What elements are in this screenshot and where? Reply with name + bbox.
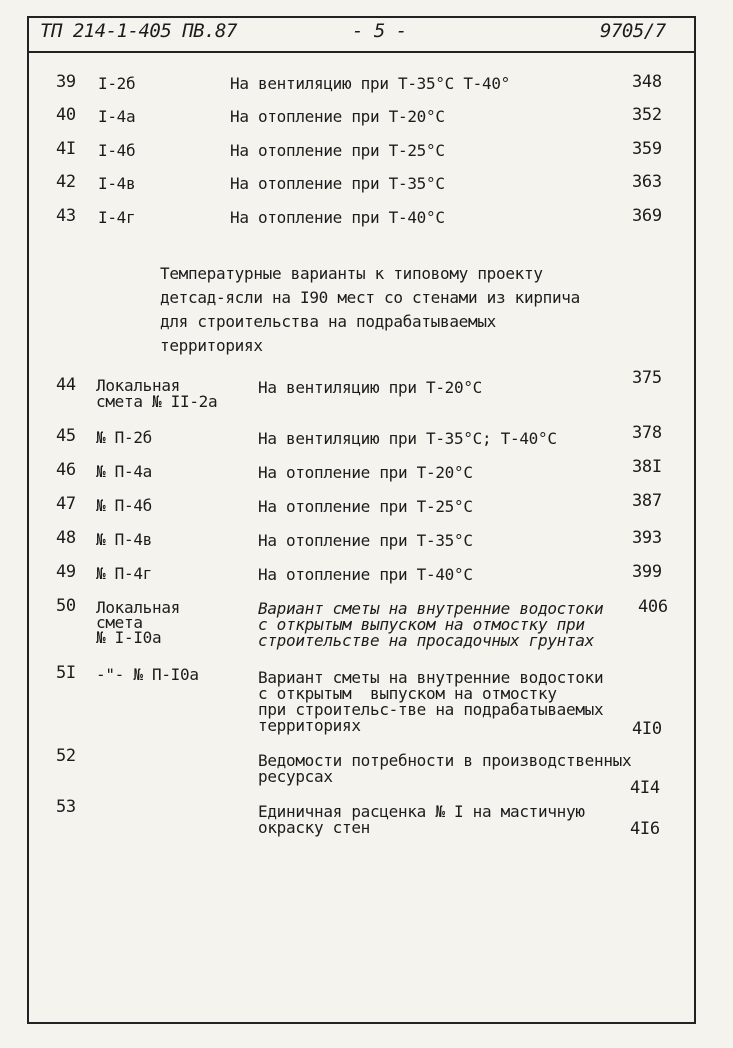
row-number: 44 xyxy=(56,375,76,395)
row-code: № П-4а xyxy=(96,462,152,481)
row-page: 393 xyxy=(632,528,662,548)
row-page: 378 xyxy=(632,423,662,443)
page-number: - 5 - xyxy=(352,20,407,42)
row-code: № П-4г xyxy=(96,564,152,583)
row-description: Единичная расценка № I на мастичную окраску стен xyxy=(258,802,585,837)
row-code: Локальная смета № II-2а xyxy=(96,376,218,411)
row-number: 48 xyxy=(56,528,76,548)
row-page: 4I6 xyxy=(630,819,660,839)
row-number: 46 xyxy=(56,460,76,480)
row-code: I-4в xyxy=(98,174,136,193)
row-number: 43 xyxy=(56,206,76,226)
row-page: 38I xyxy=(632,457,662,477)
row-number: 39 xyxy=(56,72,76,92)
row-number: 5I xyxy=(56,663,76,683)
row-description: На отопление при Т-40°С xyxy=(258,565,473,584)
row-page: 4I0 xyxy=(632,719,662,739)
row-description: На отопление при Т-25°С xyxy=(258,497,473,516)
row-description: Вариант сметы на внутренние водостоки с открытым выпуском на отмостку при строительс-тве на подрабатываемых территориях xyxy=(258,668,604,735)
row-number: 52 xyxy=(56,746,76,766)
section-heading: Температурные варианты к типовому проекту детсад-ясли на I90 мест со стенами из кирпича для строительства на подрабатываемых территориях xyxy=(160,264,580,355)
row-description: На отопление при Т-20°С xyxy=(230,107,445,126)
row-description: На отопление при Т-20°С xyxy=(258,463,473,482)
row-description: Вариант сметы на внутренние водостоки с открытым выпуском на отмостку при строительстве на просадочных грунтах xyxy=(258,599,604,650)
row-code: № П-4в xyxy=(96,530,152,549)
row-code: I-4а xyxy=(98,107,136,126)
row-description: Ведомости потребности в производственных ресурсах xyxy=(258,751,632,786)
page-frame xyxy=(27,16,696,1024)
row-page: 348 xyxy=(632,72,662,92)
row-description: На отопление при Т-25°С xyxy=(230,141,445,160)
row-number: 4I xyxy=(56,139,76,159)
row-number: 42 xyxy=(56,172,76,192)
row-number: 47 xyxy=(56,494,76,514)
row-description: На вентиляцию при Т-35°С; Т-40°С xyxy=(258,429,557,448)
row-code: № П-2б xyxy=(96,428,152,447)
row-page: 399 xyxy=(632,562,662,582)
header-divider xyxy=(27,51,696,53)
row-description: На вентиляцию при Т-35°С Т-40° xyxy=(230,74,510,93)
row-page: 387 xyxy=(632,491,662,511)
row-description: На вентиляцию при Т-20°С xyxy=(258,378,482,397)
row-page: 369 xyxy=(632,206,662,226)
row-page: 406 xyxy=(638,597,668,617)
row-number: 50 xyxy=(56,596,76,616)
row-page: 363 xyxy=(632,172,662,192)
row-page: 352 xyxy=(632,105,662,125)
sheet-code: 9705/7 xyxy=(600,20,666,42)
row-description: На отопление при Т-35°С xyxy=(230,174,445,193)
row-code: I-2б xyxy=(98,74,136,93)
row-description: На отопление при Т-40°С xyxy=(230,208,445,227)
row-page: 359 xyxy=(632,139,662,159)
row-page: 4I4 xyxy=(630,778,660,798)
row-page: 375 xyxy=(632,368,662,388)
row-code: I-4г xyxy=(98,208,136,227)
row-code: Локальная смета № I-I0а xyxy=(96,598,180,647)
row-description: На отопление при Т-35°С xyxy=(258,531,473,550)
row-code: I-4б xyxy=(98,141,136,160)
row-number: 49 xyxy=(56,562,76,582)
row-code: № П-4б xyxy=(96,496,152,515)
row-number: 45 xyxy=(56,426,76,446)
doc-code: ТП 214-1-405 ПВ.87 xyxy=(40,20,237,42)
row-number: 40 xyxy=(56,105,76,125)
row-number: 53 xyxy=(56,797,76,817)
row-code: -"- № П-I0а xyxy=(96,665,199,684)
